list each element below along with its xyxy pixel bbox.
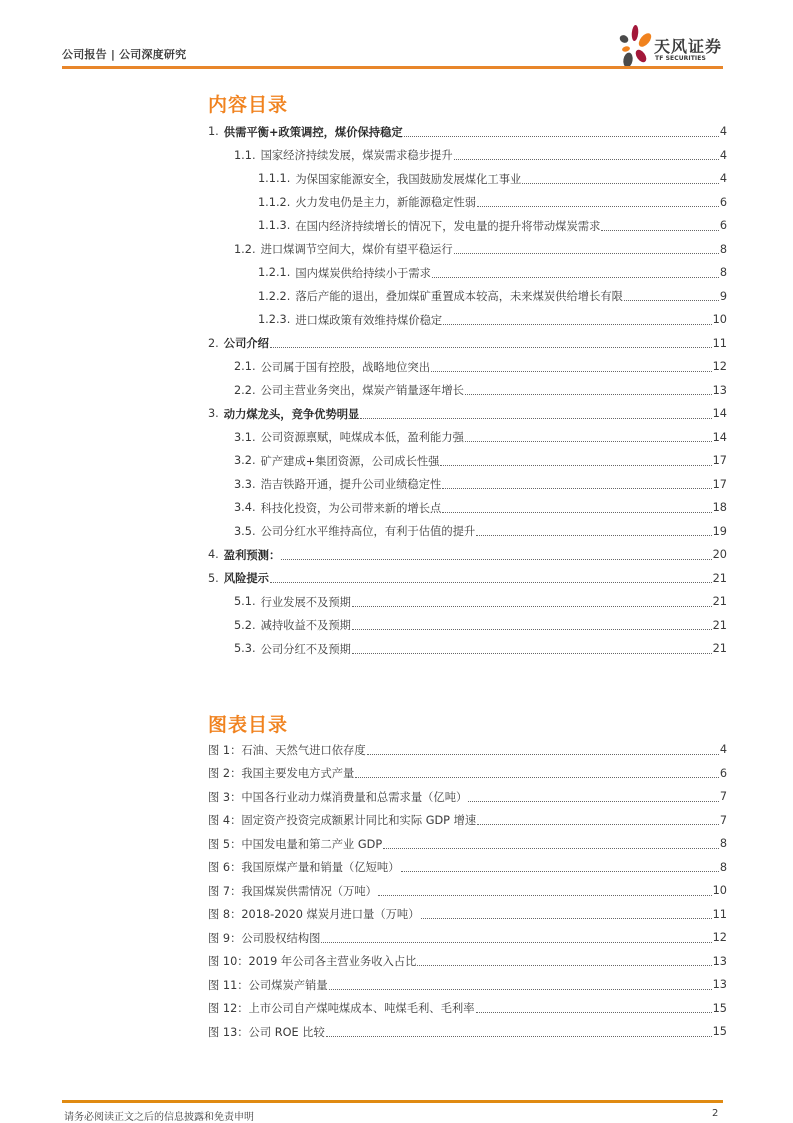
flower-logo-icon: [614, 22, 654, 70]
toc-title: 内容目录: [208, 94, 289, 116]
toc-entry[interactable]: [208, 520, 727, 544]
toc-entry[interactable]: [208, 614, 727, 638]
toc-entry-title[interactable]: 公司分红不及预期: [260, 642, 351, 656]
dot-leader: [468, 800, 719, 802]
figure-entry-page[interactable]: 10: [712, 884, 727, 898]
toc-entry[interactable]: [208, 167, 727, 191]
dot-leader: [281, 558, 711, 560]
figure-entry[interactable]: [208, 997, 727, 1021]
figure-entry-page[interactable]: 12: [712, 931, 727, 945]
toc-entry[interactable]: [208, 261, 727, 285]
toc-entry[interactable]: [208, 191, 727, 215]
toc-entry[interactable]: [208, 355, 727, 379]
toc-entry[interactable]: [208, 379, 727, 403]
toc-entry-page[interactable]: 6: [719, 219, 727, 233]
dot-leader: [404, 135, 719, 137]
dot-leader: [352, 652, 712, 654]
dot-leader: [476, 1011, 712, 1013]
toc-entry-page[interactable]: 4: [719, 172, 727, 186]
toc-entry-number: 3.1.: [234, 430, 256, 444]
toc-entry-page[interactable]: 11: [712, 336, 727, 350]
dot-leader: [352, 605, 712, 607]
toc-entry-title[interactable]: 国内煤炭供给持续小于需求: [295, 266, 431, 280]
table-of-contents: [208, 120, 727, 661]
toc-entry-title[interactable]: 在国内经济持续增长的情况下，发电量的提升将带动煤炭需求: [295, 219, 601, 233]
dot-leader: [522, 182, 719, 184]
figure-entry-title[interactable]: 图 9：公司股权结构图: [208, 931, 321, 945]
dot-leader: [431, 370, 712, 372]
figure-entry[interactable]: [208, 879, 727, 903]
toc-entry-title[interactable]: 供需平衡+政策调控，煤价保持稳定: [223, 125, 403, 139]
toc-entry[interactable]: [208, 543, 727, 567]
figure-entry-title[interactable]: 图 6：我国原煤产量和销量（亿短吨）: [208, 861, 400, 875]
toc-entry[interactable]: [208, 567, 727, 591]
figure-entry-page[interactable]: 8: [719, 837, 727, 851]
dot-leader: [352, 628, 712, 630]
toc-entry[interactable]: [208, 285, 727, 309]
toc-entry[interactable]: [208, 449, 727, 473]
dot-leader: [465, 393, 712, 395]
dot-leader: [454, 158, 719, 160]
toc-entry-number: 1.2.1.: [258, 266, 291, 280]
dot-leader: [442, 487, 711, 489]
toc-entry-title[interactable]: 进口煤政策有效维持煤价稳定: [295, 313, 443, 327]
figure-entry-page[interactable]: 6: [719, 766, 727, 780]
dot-leader: [601, 229, 718, 231]
toc-entry-number: 1.1.2.: [258, 195, 291, 209]
toc-entry-page[interactable]: 21: [712, 571, 727, 585]
toc-entry-title[interactable]: 火力发电仍是主力，新能源稳定性弱: [295, 196, 477, 210]
toc-entry[interactable]: [208, 473, 727, 497]
dot-leader: [417, 964, 711, 966]
figure-entry-title[interactable]: 图 12：上市公司自产煤吨煤成本、吨煤毛利、毛利率: [208, 1002, 475, 1016]
toc-entry-page[interactable]: 8: [719, 266, 727, 280]
toc-entry-number: 3.3.: [234, 477, 256, 491]
toc-entry-number: 5.2.: [234, 618, 256, 632]
toc-entry-title[interactable]: 落后产能的退出，叠加煤矿重置成本较高，未来煤炭供给增长有限: [295, 290, 623, 304]
disclaimer-text: 请务必阅读正文之后的信息披露和免责申明: [64, 1112, 254, 1123]
figure-entry-title[interactable]: 图 3：中国各行业动力煤消费量和总需求量（亿吨）: [208, 790, 468, 804]
figure-entry[interactable]: [208, 762, 727, 786]
toc-entry-page[interactable]: 6: [719, 195, 727, 209]
toc-entry-page[interactable]: 14: [712, 430, 727, 444]
toc-entry-title[interactable]: 公司主营业务突出，煤炭产销量逐年增长: [260, 384, 464, 398]
toc-entry[interactable]: [208, 144, 727, 168]
dot-leader: [378, 894, 712, 896]
dot-leader: [477, 823, 719, 825]
figure-entry[interactable]: [208, 785, 727, 809]
figure-entry-title[interactable]: 图 5：中国发电量和第二产业 GDP: [208, 837, 383, 851]
tf-securities-logo: [614, 22, 734, 70]
toc-entry-title[interactable]: 行业发展不及预期: [260, 595, 351, 609]
figure-entry-title[interactable]: 图 13：公司 ROE 比较: [208, 1025, 325, 1039]
dot-leader: [440, 464, 711, 466]
toc-entry-title[interactable]: 浩吉铁路开通，提升公司业绩稳定性: [260, 478, 442, 492]
dot-leader: [401, 870, 719, 872]
toc-entry-number: 1.2.3.: [258, 313, 291, 327]
figure-entry-title[interactable]: 图 4：固定资产投资完成额累计同比和实际 GDP 增速: [208, 814, 477, 828]
toc-entry-page[interactable]: 17: [712, 477, 727, 491]
figure-entry[interactable]: [208, 973, 727, 997]
toc-entry-page[interactable]: 19: [712, 524, 727, 538]
dot-leader: [326, 1035, 712, 1037]
toc-entry-title[interactable]: 盈利预测：: [223, 548, 281, 562]
figure-entry-page[interactable]: 15: [712, 1025, 727, 1039]
toc-entry[interactable]: [208, 308, 727, 332]
toc-entry-title[interactable]: 国家经济持续发展，煤炭需求稳步提升: [260, 149, 453, 163]
toc-entry-page[interactable]: 21: [712, 595, 727, 609]
toc-entry[interactable]: [208, 214, 727, 238]
figure-entry[interactable]: [208, 738, 727, 762]
figure-entry-title[interactable]: 图 7：我国煤炭供需情况（万吨）: [208, 884, 377, 898]
dot-leader: [443, 323, 711, 325]
toc-entry-title[interactable]: 为保国家能源安全，我国鼓励发展煤化工事业: [295, 172, 522, 186]
toc-entry-number: 3.2.: [234, 454, 256, 468]
toc-entry-page[interactable]: 20: [712, 548, 727, 562]
toc-entry-page[interactable]: 14: [712, 407, 727, 421]
figure-entry[interactable]: [208, 926, 727, 950]
footer-divider: [62, 1100, 723, 1103]
dot-leader: [477, 205, 719, 207]
dot-leader: [421, 917, 712, 919]
figure-entry[interactable]: [208, 950, 727, 974]
toc-entry-title[interactable]: 风险提示: [223, 572, 269, 586]
toc-entry[interactable]: [208, 120, 727, 144]
figure-entry-page[interactable]: 7: [719, 813, 727, 827]
toc-entry-number: 4.: [208, 548, 219, 562]
dot-leader: [476, 534, 711, 536]
toc-entry-title[interactable]: 公司资源禀赋，吨煤成本低，盈利能力强: [260, 431, 464, 445]
figure-entry-page[interactable]: 11: [712, 907, 727, 921]
figure-entry-page[interactable]: 8: [719, 860, 727, 874]
toc-entry-page[interactable]: 13: [712, 383, 727, 397]
toc-entry-title[interactable]: 公司介绍: [223, 337, 269, 351]
dot-leader: [432, 276, 719, 278]
figure-entry[interactable]: [208, 832, 727, 856]
figure-entry-page[interactable]: 15: [712, 1001, 727, 1015]
figure-entry-title[interactable]: 图 8：2018-2020 煤炭月进口量（万吨）: [208, 908, 420, 922]
toc-entry-page[interactable]: 21: [712, 618, 727, 632]
toc-entry-page[interactable]: 21: [712, 642, 727, 656]
toc-entry-number: 2.2.: [234, 383, 256, 397]
toc-entry-page[interactable]: 18: [712, 501, 727, 515]
toc-entry-title[interactable]: 公司属于国有控股，战略地位突出: [260, 360, 431, 374]
figure-entry[interactable]: [208, 1020, 727, 1044]
toc-entry-page[interactable]: 12: [712, 360, 727, 374]
figure-entry-page[interactable]: 7: [719, 790, 727, 804]
toc-entry-title[interactable]: 动力煤龙头，竞争优势明显: [223, 407, 360, 421]
toc-entry[interactable]: [208, 637, 727, 661]
toc-entry-page[interactable]: 8: [719, 242, 727, 256]
dot-leader: [367, 753, 719, 755]
dot-leader: [270, 581, 712, 583]
toc-entry-number: 1.1.: [234, 148, 256, 162]
toc-entry-number: 5.1.: [234, 595, 256, 609]
dot-leader: [321, 941, 711, 943]
logo-english-name: TF SECURITIES: [655, 55, 706, 62]
toc-entry-number: 1.2.2.: [258, 289, 291, 303]
toc-entry-number: 1.1.3.: [258, 219, 291, 233]
toc-entry-page[interactable]: 4: [719, 148, 727, 162]
toc-entry-page[interactable]: 9: [719, 289, 727, 303]
toc-entry-page[interactable]: 10: [712, 313, 727, 327]
toc-entry-page[interactable]: 4: [719, 125, 727, 139]
page-number: 2: [712, 1108, 719, 1119]
toc-entry-number: 2.: [208, 336, 219, 350]
toc-entry-page[interactable]: 17: [712, 454, 727, 468]
toc-entry-number: 1.2.: [234, 242, 256, 256]
toc-entry-number: 1.: [208, 125, 219, 139]
toc-entry[interactable]: [208, 496, 727, 520]
dot-leader: [383, 847, 719, 849]
toc-entry[interactable]: [208, 402, 727, 426]
dot-leader: [465, 440, 712, 442]
figure-entry-page[interactable]: 13: [712, 978, 727, 992]
dot-leader: [270, 346, 712, 348]
toc-entry-number: 3.: [208, 407, 219, 421]
toc-entry[interactable]: [208, 332, 727, 356]
dot-leader: [442, 511, 711, 513]
figure-entry[interactable]: [208, 809, 727, 833]
figure-entry-page[interactable]: 13: [712, 954, 727, 968]
figure-entry-title[interactable]: 图 2：我国主要发电方式产量: [208, 767, 355, 781]
toc-entry-number: 5.3.: [234, 642, 256, 656]
toc-entry-title[interactable]: 矿产建成+集团资源，公司成长性强: [260, 454, 440, 468]
dot-leader: [355, 776, 718, 778]
figure-entry-title[interactable]: 图 11：公司煤炭产销量: [208, 978, 328, 992]
figure-entry-page[interactable]: 4: [719, 743, 727, 757]
dot-leader: [360, 417, 711, 419]
list-of-figures: [208, 738, 727, 1044]
dot-leader: [454, 252, 719, 254]
toc-entry-number: 5.: [208, 571, 219, 585]
toc-entry-title[interactable]: 科技化投资，为公司带来新的增长点: [260, 501, 442, 515]
header-divider: [62, 66, 723, 69]
toc-entry-title[interactable]: 进口煤调节空间大，煤价有望平稳运行: [260, 243, 453, 257]
dot-leader: [624, 299, 719, 301]
toc-entry-number: 2.1.: [234, 360, 256, 374]
toc-entry[interactable]: [208, 238, 727, 262]
report-type-label: 公司报告 | 公司深度研究: [62, 48, 187, 61]
figure-entry-title[interactable]: 图 1：石油、天然气进口依存度: [208, 743, 366, 757]
toc-entry-number: 3.4.: [234, 501, 256, 515]
figure-entry[interactable]: [208, 903, 727, 927]
toc-entry-number: 3.5.: [234, 524, 256, 538]
figure-entry[interactable]: [208, 856, 727, 880]
logo-chinese-name: 天风证券: [654, 37, 723, 56]
toc-entry-number: 1.1.1.: [258, 172, 291, 186]
dot-leader: [329, 988, 712, 990]
toc-entry-title[interactable]: 公司分红水平维持高位，有利于估值的提升: [260, 525, 476, 539]
figures-title: 图表目录: [208, 714, 289, 736]
figure-entry-title[interactable]: 图 10：2019 年公司各主营业务收入占比: [208, 955, 417, 969]
toc-entry[interactable]: [208, 590, 727, 614]
toc-entry-title[interactable]: 减持收益不及预期: [260, 619, 351, 633]
toc-entry[interactable]: [208, 426, 727, 450]
